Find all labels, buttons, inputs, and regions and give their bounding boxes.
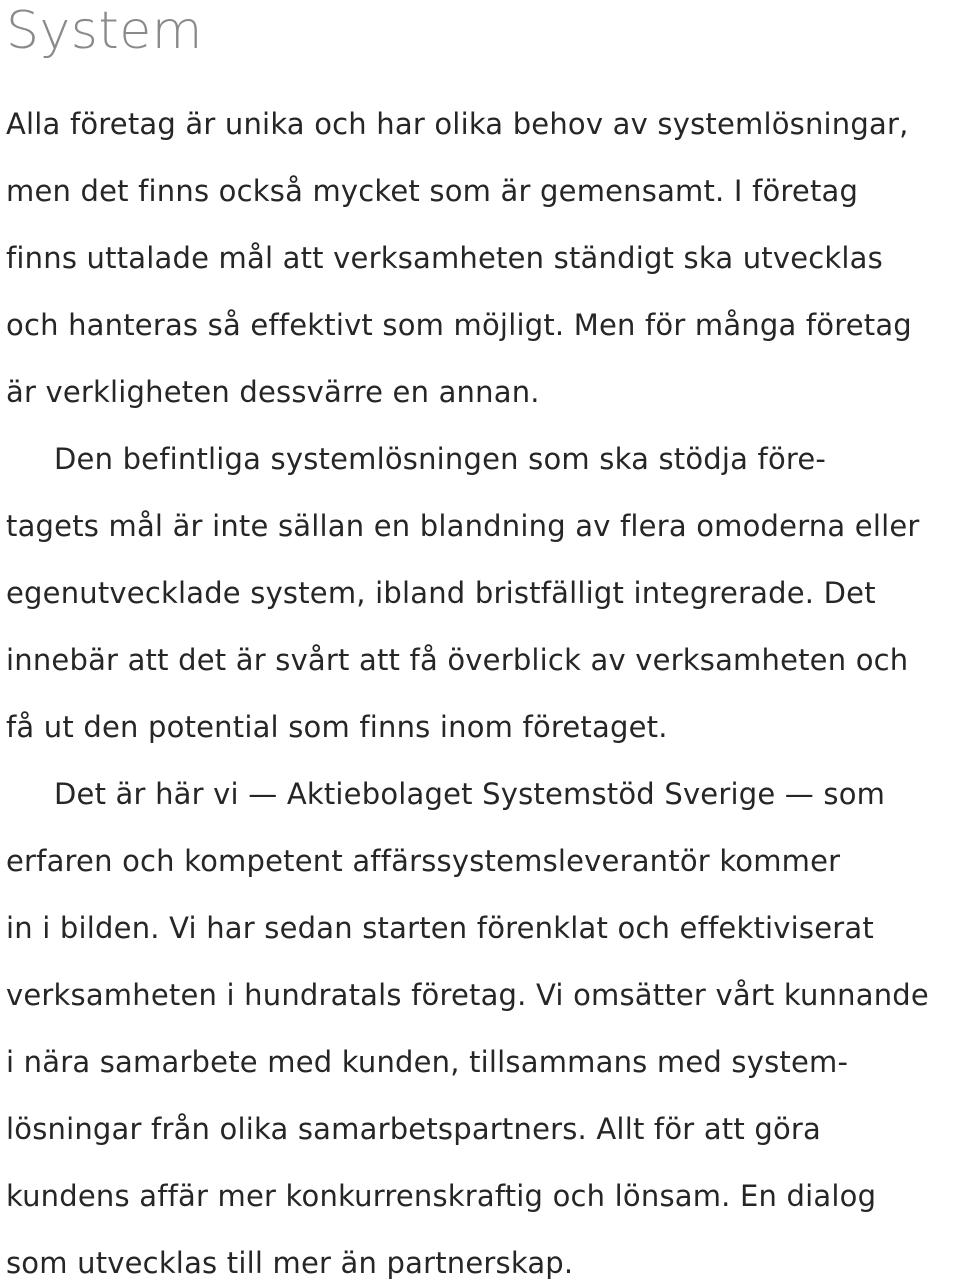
paragraph-2-line-5: få ut den potential som finns inom företaget. [6, 710, 668, 744]
paragraph-3-line-5: i nära samarbete med kunden, tillsammans med system- [6, 1045, 849, 1079]
paragraph-3-line-2: erfaren och kompetent affärssystemsleverantör kommer [6, 844, 841, 878]
paragraph-3-line-7: kundens affär mer konkurrenskraftig och lönsam. En dialog [6, 1179, 877, 1213]
paragraph-2-line-3: egenutvecklade system, ibland bristfälligt integrerade. Det [6, 576, 876, 610]
paragraph-3-line-4: verksamheten i hundratals företag. Vi omsätter vårt kunnande [6, 978, 929, 1012]
paragraph-1-line-4: och hanteras så effektivt som möjligt. Men för många företag [6, 308, 912, 342]
paragraph-3-line-6: lösningar från olika samarbetspartners. Allt för att göra [6, 1112, 822, 1146]
paragraph-1-line-1: Alla företag är unika och har olika behov av systemlösningar, [6, 107, 909, 141]
page-title: System [6, 1, 203, 61]
paragraph-3-line-1: Det är här vi — Aktiebolaget Systemstöd Sverige — som [54, 777, 886, 811]
paragraph-2-line-4: innebär att det är svårt att få överblick av verksamheten och [6, 643, 909, 677]
paragraph-3-line-8: som utvecklas till mer än partnerskap. [6, 1246, 574, 1280]
paragraph-1-line-3: finns uttalade mål att verksamheten ständigt ska utvecklas [6, 241, 883, 275]
paragraph-2-line-2: tagets mål är inte sällan en blandning av flera omoderna eller [6, 509, 920, 543]
paragraph-3-line-3: in i bilden. Vi har sedan starten förenklat och effektiviserat [6, 911, 874, 945]
paragraph-1-line-5: är verkligheten dessvärre en annan. [6, 375, 540, 409]
paragraph-2-line-1: Den befintliga systemlösningen som ska stödja före- [54, 442, 827, 476]
paragraph-1-line-2: men det finns också mycket som är gemensamt. I företag [6, 174, 859, 208]
